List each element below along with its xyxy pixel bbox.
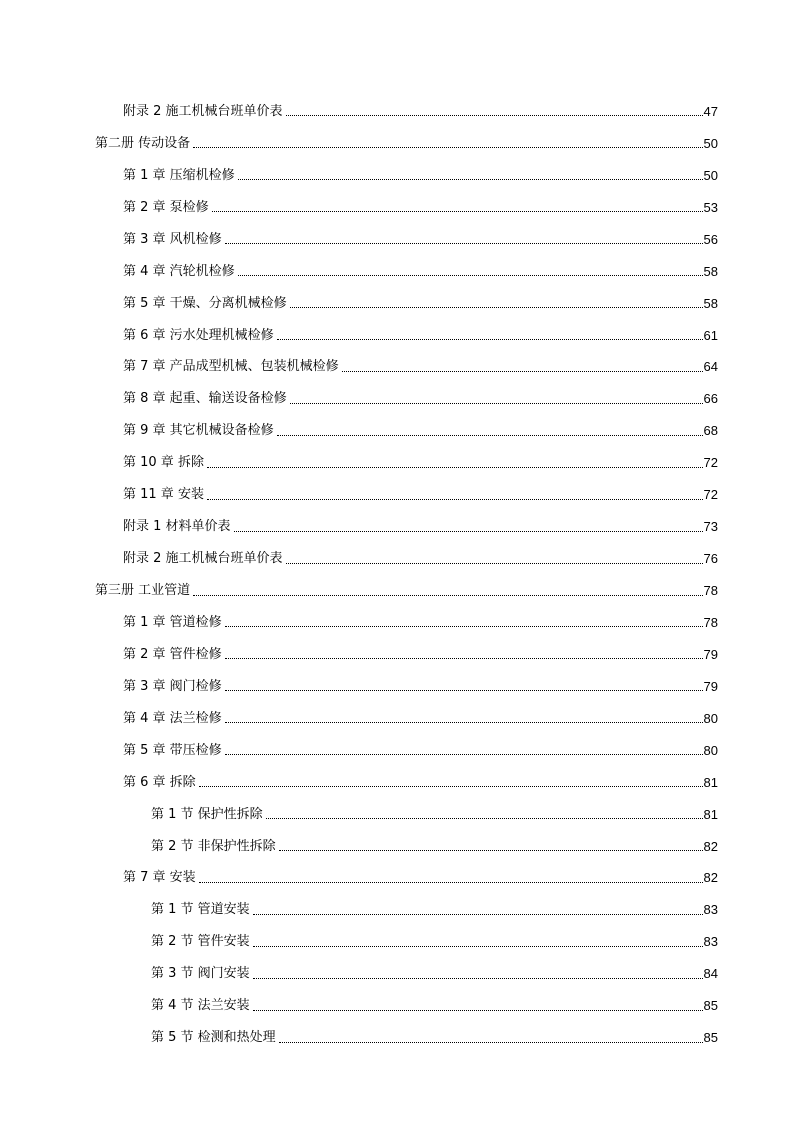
toc-entry-title: 第 5 章 干燥、分离机械检修 [123, 295, 287, 311]
dot-leader [225, 626, 703, 627]
toc-entry[interactable] [0, 288, 794, 320]
toc-entry-title: 第 4 章 汽轮机检修 [123, 263, 235, 279]
dot-leader [279, 850, 703, 851]
toc-entry-title: 第 9 章 其它机械设备检修 [123, 423, 274, 439]
toc-entry-page-number: 82 [703, 870, 718, 886]
toc-entry[interactable] [0, 831, 794, 863]
toc-entry[interactable] [0, 511, 794, 543]
toc-entry-title: 第 10 章 拆除 [123, 455, 204, 471]
toc-entry-title: 第二册 传动设备 [95, 135, 191, 151]
toc-entry-title: 附录 2 施工机械台班单价表 [123, 103, 283, 119]
toc-entry[interactable] [0, 767, 794, 799]
toc-entry-page-number: 53 [703, 199, 718, 215]
dot-leader [225, 243, 703, 244]
toc-entry-title: 第三册 工业管道 [95, 583, 191, 599]
dot-leader [212, 211, 703, 212]
toc-entry[interactable] [0, 1022, 794, 1054]
toc-entry-page-number: 81 [703, 806, 718, 822]
toc-entry-title: 附录 2 施工机械台班单价表 [123, 551, 283, 567]
toc-entry[interactable] [0, 958, 794, 990]
dot-leader [277, 435, 703, 436]
toc-entry[interactable] [0, 799, 794, 831]
toc-entry-title: 附录 1 材料单价表 [123, 519, 231, 535]
dot-leader [225, 690, 703, 691]
toc-entry-title: 第 4 章 法兰检修 [123, 710, 222, 726]
dot-leader [207, 467, 703, 468]
toc-entry-page-number: 61 [703, 327, 718, 343]
toc-entry-title: 第 6 章 污水处理机械检修 [123, 327, 274, 343]
toc-entry[interactable] [0, 575, 794, 607]
toc-entry-title: 第 8 章 起重、输送设备检修 [123, 391, 287, 407]
toc-entry-title: 第 1 节 管道安装 [151, 902, 250, 918]
toc-entry-title: 第 3 章 风机检修 [123, 231, 222, 247]
toc-entry-page-number: 79 [703, 678, 718, 694]
toc-entry[interactable] [0, 415, 794, 447]
toc-entry-page-number: 72 [703, 455, 718, 471]
toc-entry-page-number: 79 [703, 646, 718, 662]
toc-entry-title: 第 11 章 安装 [123, 487, 204, 503]
dot-leader [266, 818, 703, 819]
dot-leader [238, 275, 703, 276]
toc-entry-page-number: 64 [703, 359, 718, 375]
toc-entry-title: 第 2 节 管件安装 [151, 934, 250, 950]
toc-entry-page-number: 81 [703, 774, 718, 790]
dot-leader [277, 339, 703, 340]
toc-entry-page-number: 58 [703, 263, 718, 279]
dot-leader [193, 595, 702, 596]
dot-leader [286, 563, 703, 564]
toc-entry[interactable] [0, 543, 794, 575]
dot-leader [238, 179, 703, 180]
toc-entry-page-number: 50 [703, 135, 718, 151]
toc-entry[interactable] [0, 383, 794, 415]
toc-entry-title: 第 1 章 管道检修 [123, 614, 222, 630]
toc-entry-page-number: 66 [703, 391, 718, 407]
toc-entry-page-number: 82 [703, 838, 718, 854]
toc-entry[interactable] [0, 735, 794, 767]
toc-entry[interactable] [0, 447, 794, 479]
dot-leader [225, 754, 703, 755]
table-of-contents [0, 96, 794, 1054]
toc-entry[interactable] [0, 926, 794, 958]
toc-entry-title: 第 2 章 泵检修 [123, 199, 209, 215]
dot-leader [225, 722, 703, 723]
toc-entry-title: 第 7 章 产品成型机械、包装机械检修 [123, 359, 339, 375]
toc-entry-page-number: 76 [703, 551, 718, 567]
dot-leader [279, 1042, 703, 1043]
toc-entry-title: 第 2 节 非保护性拆除 [151, 838, 276, 854]
dot-leader [253, 946, 703, 947]
toc-entry-title: 第 4 节 法兰安装 [151, 998, 250, 1014]
toc-entry-page-number: 78 [703, 614, 718, 630]
toc-entry-title: 第 5 章 带压检修 [123, 742, 222, 758]
toc-entry-page-number: 58 [703, 295, 718, 311]
dot-leader [342, 371, 703, 372]
toc-entry-page-number: 85 [703, 998, 718, 1014]
dot-leader [286, 115, 703, 116]
dot-leader [193, 147, 702, 148]
toc-entry-title: 第 2 章 管件检修 [123, 646, 222, 662]
dot-leader [199, 882, 703, 883]
toc-entry[interactable] [0, 256, 794, 288]
toc-entry[interactable] [0, 160, 794, 192]
toc-entry[interactable] [0, 128, 794, 160]
toc-entry-page-number: 84 [703, 966, 718, 982]
toc-entry-page-number: 83 [703, 934, 718, 950]
dot-leader [253, 1010, 703, 1011]
toc-entry-title: 第 7 章 安装 [123, 870, 196, 886]
dot-leader [290, 307, 703, 308]
toc-entry[interactable] [0, 863, 794, 895]
toc-entry[interactable] [0, 479, 794, 511]
toc-entry[interactable] [0, 96, 794, 128]
toc-entry-title: 第 1 节 保护性拆除 [151, 806, 263, 822]
dot-leader [234, 531, 703, 532]
toc-entry[interactable] [0, 352, 794, 384]
toc-entry-page-number: 72 [703, 487, 718, 503]
dot-leader [253, 914, 703, 915]
toc-entry-page-number: 80 [703, 742, 718, 758]
toc-entry[interactable] [0, 607, 794, 639]
toc-entry-page-number: 85 [703, 1030, 718, 1046]
toc-entry-title: 第 3 章 阀门检修 [123, 678, 222, 694]
toc-entry[interactable] [0, 894, 794, 926]
toc-entry[interactable] [0, 671, 794, 703]
dot-leader [290, 403, 703, 404]
dot-leader [225, 658, 703, 659]
dot-leader [199, 786, 703, 787]
toc-entry-page-number: 68 [703, 423, 718, 439]
toc-entry-title: 第 6 章 拆除 [123, 774, 196, 790]
dot-leader [253, 978, 703, 979]
toc-entry-page-number: 50 [703, 167, 718, 183]
toc-entry-page-number: 73 [703, 519, 718, 535]
dot-leader [207, 499, 703, 500]
toc-entry-page-number: 56 [703, 231, 718, 247]
toc-entry[interactable] [0, 192, 794, 224]
toc-entry[interactable] [0, 703, 794, 735]
toc-entry-title: 第 5 节 检测和热处理 [151, 1030, 276, 1046]
toc-entry[interactable] [0, 320, 794, 352]
toc-entry-page-number: 83 [703, 902, 718, 918]
toc-entry[interactable] [0, 224, 794, 256]
toc-entry-page-number: 47 [703, 103, 718, 119]
toc-entry[interactable] [0, 990, 794, 1022]
toc-entry-page-number: 80 [703, 710, 718, 726]
toc-entry-title: 第 3 节 阀门安装 [151, 966, 250, 982]
toc-entry-page-number: 78 [703, 583, 718, 599]
toc-entry-title: 第 1 章 压缩机检修 [123, 167, 235, 183]
toc-entry[interactable] [0, 639, 794, 671]
